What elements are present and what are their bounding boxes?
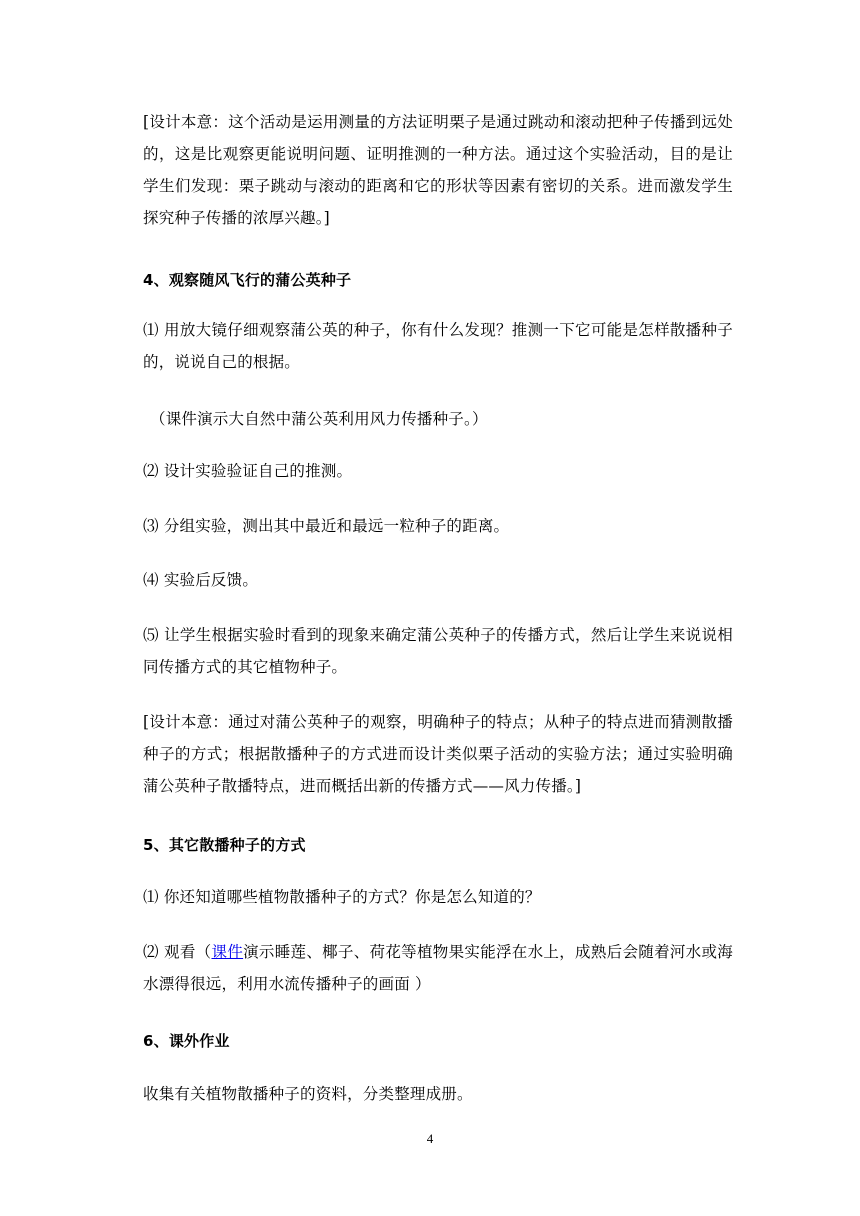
page-number: 4 [426,1131,434,1146]
section-5-step-2-prefix: ⑵ 观看（ [143,943,212,961]
section-4-step-1: ⑴ 用放大镜仔细观察蒲公英的种子，你有什么发现？推测一下它可能是怎样散播种子的，说说自己的根据。 [143,321,733,371]
section-6-text: 收集有关植物散播种子的资料，分类整理成册。 [143,1085,473,1103]
section-4-courseware-note: （课件演示大自然中蒲公英利用风力传播种子。） [150,410,488,428]
design-note-2: [设计本意：通过对蒲公英种子的观察，明确种子的特点；从种子的特点进而猜测散播种子的方式；根据散播种子的方式进而设计类似栗子活动的实验方法；通过实验明确蒲公英种子散播特点，进而概括出新的传播方式——风力传播。] [143,713,733,795]
section-4-step-3: ⑶ 分组实验，测出其中最近和最远一粒种子的距离。 [143,517,510,535]
section-5-step-2 [143,936,733,1000]
section-4-step-4: ⑷ 实验后反馈。 [143,571,259,589]
section-6-heading: 6、课外作业 [143,1032,230,1050]
section-5-heading: 5、其它散播种子的方式 [143,836,306,854]
section-4-step-2: ⑵ 设计实验验证自己的推测。 [143,462,353,480]
section-5-step-2-text: 演示睡莲、椰子、荷花等植物果实能浮在水上，成熟后会随着河水或海水漂得很远，利用水流传播种子的画面 ） [143,943,734,993]
section-4-heading: 4、观察随风飞行的蒲公英种子 [143,271,352,289]
section-4-step-5: ⑸ 让学生根据实验时看到的现象来确定蒲公英种子的传播方式，然后让学生来说说相同传播方式的其它植物种子。 [143,626,733,676]
section-5-step-1: ⑴ 你还知道哪些植物散播种子的方式？你是怎么知道的？ [143,888,541,906]
courseware-link[interactable]: 课件 [211,943,244,961]
design-note-1: [设计本意：这个活动是运用测量的方法证明栗子是通过跳动和滚动把种子传播到远处的，这是比观察更能说明问题、证明推测的一种方法。通过这个实验活动，目的是让学生们发现：栗子跳动与滚动的距离和它的形状等因素有密切的关系。进而激发学生探究种子传播的浓厚兴趣。] [143,113,733,227]
